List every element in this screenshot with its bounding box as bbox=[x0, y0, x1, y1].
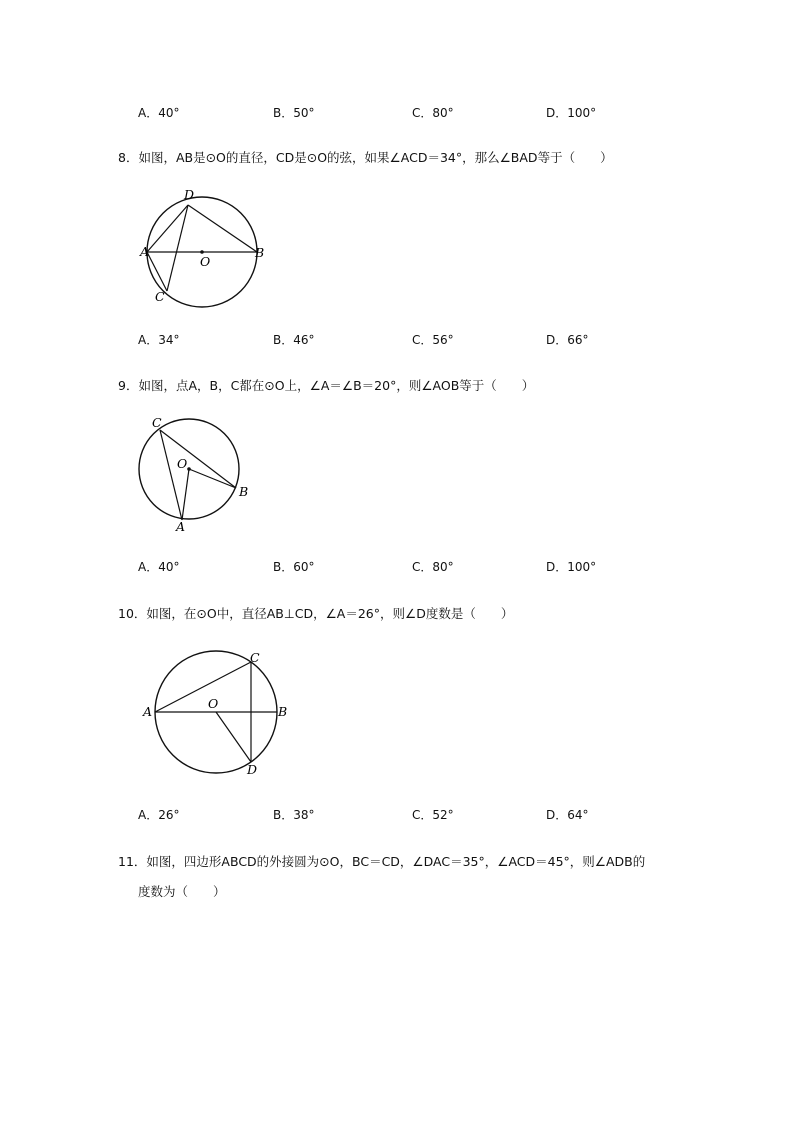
q8-option-c: C．56° bbox=[412, 333, 454, 347]
q9-line-cb bbox=[160, 430, 236, 488]
q8-options bbox=[0, 331, 794, 351]
q10-stem: 10．如图，在⊙O中，直径AB⊥CD，∠A＝26°，则∠D度数是（ ） bbox=[118, 606, 514, 621]
q10-option-a: A．26° bbox=[138, 808, 180, 822]
q10-figure bbox=[138, 645, 298, 789]
q8-label-b: B bbox=[255, 245, 265, 260]
q8-line-db bbox=[188, 205, 257, 252]
q9-option-b: B．60° bbox=[273, 560, 315, 574]
q9-label-c: C bbox=[152, 415, 162, 430]
q8-option-b: B．46° bbox=[273, 333, 315, 347]
q10-line-od bbox=[216, 712, 251, 762]
q9-line-oa bbox=[182, 469, 189, 520]
q9-figure bbox=[130, 410, 270, 544]
q9-label-a: A bbox=[176, 519, 186, 534]
q9-center-dot bbox=[187, 467, 191, 471]
q8-label-o: O bbox=[200, 254, 211, 269]
q8-figure bbox=[130, 180, 280, 314]
q10-option-c: C．52° bbox=[412, 808, 454, 822]
q8-option-d: D．66° bbox=[546, 333, 589, 347]
q10-label-o: O bbox=[208, 696, 219, 711]
q9-option-d: D．100° bbox=[546, 560, 597, 574]
q10-label-b: B bbox=[278, 704, 288, 719]
q7-option-a: A．40° bbox=[138, 106, 180, 120]
q10-label-d: D bbox=[247, 762, 258, 777]
q9-label-b: B bbox=[239, 484, 249, 499]
q9-options bbox=[0, 558, 794, 578]
q10-line-ac bbox=[155, 662, 251, 712]
q10-label-a: A bbox=[143, 704, 153, 719]
q8-stem: 8．如图，AB是⊙O的直径，CD是⊙O的弦，如果∠ACD＝34°，那么∠BAD等于（ ） bbox=[118, 150, 613, 165]
q11-stem-line2: 度数为（ ） bbox=[138, 884, 226, 899]
q10-option-b: B．38° bbox=[273, 808, 315, 822]
q9-stem: 9．如图，点A，B，C都在⊙O上，∠A＝∠B＝20°，则∠AOB等于（ ） bbox=[118, 378, 535, 393]
q7-option-c: C．80° bbox=[412, 106, 454, 120]
q10-options bbox=[0, 806, 794, 826]
q8-label-d: D bbox=[184, 187, 195, 202]
q7-option-d: D．100° bbox=[546, 106, 597, 120]
q7-option-b: B．50° bbox=[273, 106, 315, 120]
q8-label-c: C bbox=[155, 289, 165, 304]
q9-line-ca bbox=[160, 430, 182, 520]
q11-stem-line1: 11．如图，四边形ABCD的外接圆为⊙O，BC＝CD，∠DAC＝35°，∠ACD＝45°，则∠ADB的 bbox=[118, 854, 646, 869]
q7-options bbox=[0, 104, 794, 124]
q8-label-a: A bbox=[140, 244, 150, 259]
q9-line-ob bbox=[189, 469, 236, 488]
q10-option-d: D．64° bbox=[546, 808, 589, 822]
q9-option-c: C．80° bbox=[412, 560, 454, 574]
q9-option-a: A．40° bbox=[138, 560, 180, 574]
q8-option-a: A．34° bbox=[138, 333, 180, 347]
q10-label-c: C bbox=[250, 650, 260, 665]
q9-label-o: O bbox=[177, 456, 188, 471]
